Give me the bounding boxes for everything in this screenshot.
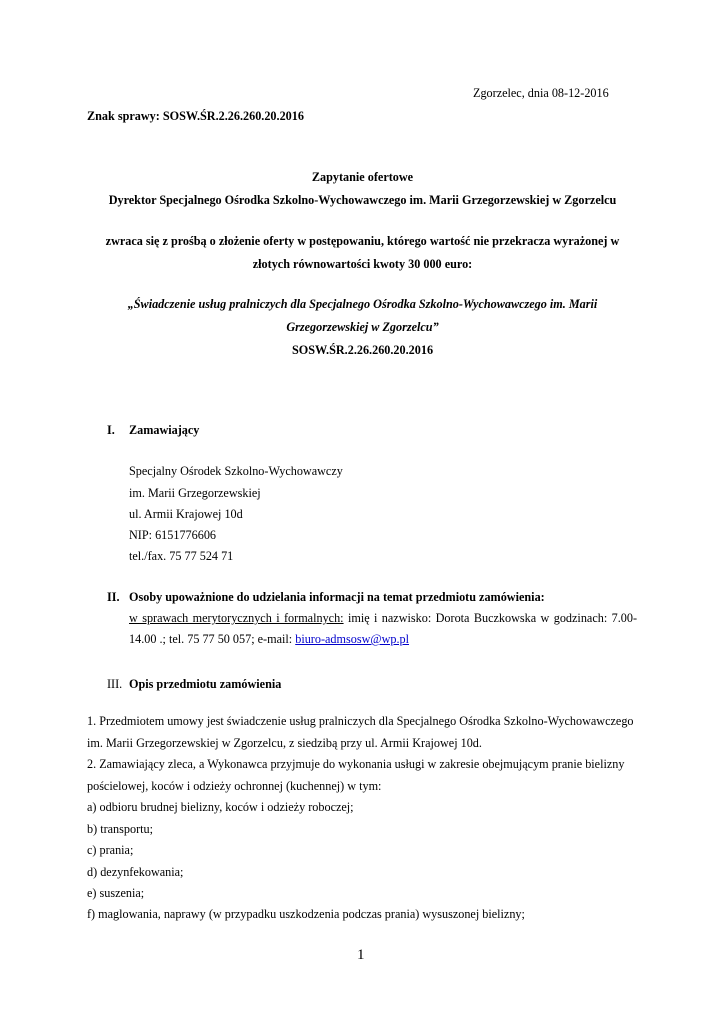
subject-line-1: „Świadczenie usług pralniczych dla Specjalnego Ośrodka Szkolno-Wychowawczego im. Marii — [127, 297, 598, 311]
section-2-heading — [107, 590, 545, 605]
section-2-title: Osoby upoważnione do udzielania informacji na temat przedmiotu zamówienia: — [129, 590, 545, 604]
document-title: Zapytanie ofertowe — [311, 170, 414, 184]
section-1-number: I. — [107, 423, 115, 437]
email-link[interactable]: biuro-admsosw@wp.pl — [295, 632, 410, 646]
list-item: b) transportu; — [87, 822, 154, 836]
contact-line-2 — [129, 632, 409, 647]
address-line: ul. Armii Krajowej 10d — [129, 507, 243, 521]
contact-scope: w sprawach merytorycznych i formalnych: — [129, 611, 344, 625]
section-3-heading — [107, 677, 281, 692]
section-3-number: III. — [107, 677, 123, 691]
paragraph-1-line-2: im. Marii Grzegorzewskiej w Zgorzelcu, z siedzibą przy ul. Armii Krajowej 10d. — [87, 736, 482, 750]
page-number: 1 — [357, 947, 365, 963]
paragraph-2-line-1: 2. Zamawiający zleca, a Wykonawca przyjmuje do wykonania usługi w zakresie obejmującym pranie bielizny — [87, 757, 625, 771]
section-3-title: Opis przedmiotu zamówienia — [129, 677, 282, 691]
place-date: Zgorzelec, dnia 08-12-2016 — [473, 86, 609, 100]
list-item: d) dezynfekowania; — [87, 865, 184, 879]
list-item: e) suszenia; — [87, 886, 145, 900]
section-2-number: II. — [107, 590, 120, 604]
list-item: f) maglowania, naprawy (w przypadku uszkodzenia podczas prania) wysuszonej bielizny; — [87, 907, 525, 921]
case-number: SOSW.ŚR.2.26.260.20.2016 — [291, 343, 434, 357]
address-line: NIP: 6151776606 — [129, 528, 217, 542]
address-line: im. Marii Grzegorzewskiej — [129, 486, 261, 500]
paragraph-2-line-2: pościelowej, koców i odzieży ochronnej (kuchennej) w tym: — [87, 779, 382, 793]
address-line: Specjalny Ośrodek Szkolno-Wychowawczy — [129, 464, 343, 478]
contact-line-1 — [129, 611, 637, 626]
request-line-2: złotych równowartości kwoty 30 000 euro: — [252, 257, 473, 271]
section-1-title: Zamawiający — [129, 423, 200, 437]
paragraph-1-line-1: 1. Przedmiotem umowy jest świadczenie usług pralniczych dla Specjalnego Ośrodka Szkolno-Wychowawczego — [87, 714, 634, 728]
case-label: Znak sprawy: SOSW.ŚR.2.26.260.20.2016 — [87, 109, 304, 123]
list-item: a) odbioru brudnej bielizny, koców i odzieży roboczej; — [87, 800, 354, 814]
director-line: Dyrektor Specjalnego Ośrodka Szkolno-Wychowawczego im. Marii Grzegorzewskiej w Zgorzelcu — [108, 193, 617, 207]
list-item: c) prania; — [87, 843, 134, 857]
address-line: tel./fax. 75 77 524 71 — [129, 549, 234, 563]
section-1-heading — [107, 423, 199, 438]
request-line-1: zwraca się z prośbą o złożenie oferty w postępowaniu, którego wartość nie przekracza wyrażonej w — [105, 234, 620, 248]
subject-line-2: Grzegorzewskiej w Zgorzelcu” — [286, 320, 439, 334]
contact-person: imię i nazwisko: Dorota Buczkowska w godzinach: 7.00- — [343, 611, 638, 625]
contact-phone: 14.00 .; tel. 75 77 50 057; e-mail: — [129, 632, 296, 646]
